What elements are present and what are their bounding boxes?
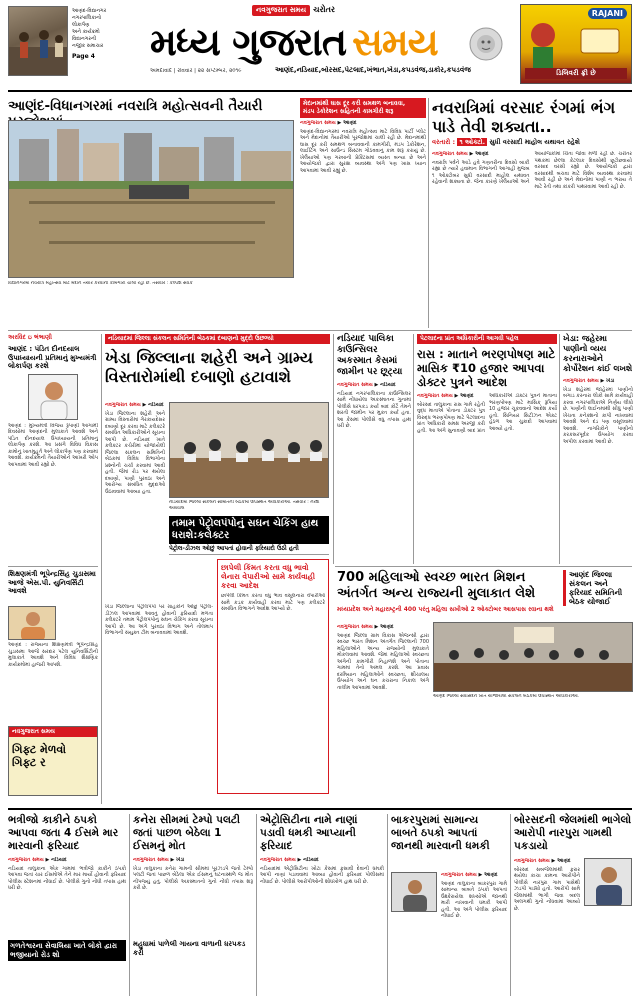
bottom-body: નડિયાદમાં એટ્રોસિટીના ખોટા કેસમાં ફસાવી દેવાની ધમકી આપી નાણાં પડાવવામાં આવ્યા હોવાની ફરિયાદ પોલીસમાં નોંધાઈ છે. પોલીસે આરોપીઓની શોધખોળ હાથ ધરી છે. (260, 865, 384, 885)
bottom-body-block (8, 857, 126, 937)
byline-source: નવગુજરાત સમય (337, 624, 373, 630)
byline-place: ખેડા (176, 857, 185, 863)
column-author: અરવિંદ ઇ ભંભાણી (8, 334, 52, 341)
bottom-headline: એટ્રોસિટીના નામે નાણાં પડાવી ધમકી આપ્યાની ફરિયાદ (260, 814, 358, 852)
item2-headline: શિક્ષણમંત્રી ભૂપેન્દ્રસિંહ ચુડાસમા આજે એસ.પી. યુનિવર્સિટી આવશે (8, 570, 96, 595)
brand-small-tag: ચરોતર (313, 5, 336, 14)
byline-place: આણંદ (380, 624, 394, 630)
teaser-text (72, 8, 134, 60)
byline-place: આણંદ (460, 393, 474, 399)
teaser-line: નગરપાલિકાનો (72, 15, 102, 21)
bottom-headline: બોરસદની જેલમાંથી ભાગેલો આરોપી નારપુરા ગામથી પકડાયો (514, 814, 632, 852)
kheda-kicker: નડિયાદમાં જિલ્લા સંકલન સમિતિની બેઠકમાં દબાણનો મુદ્દો ઉછળ્યો (105, 334, 330, 344)
col-rule (333, 334, 334, 564)
brand-small (252, 4, 335, 16)
kheda-sub-headline: તમામ પેટ્રોલપંપોનું સઘન ચેકિંગ હાથ ધરાશે:કલેક્ટર (169, 516, 329, 544)
rain-subhead (432, 138, 632, 147)
col-rule (413, 334, 414, 564)
byline-source: નવગુજરાત સમય (563, 378, 599, 384)
kheda-boxed (217, 559, 329, 794)
byline-source: નવગુજરાત સમય (417, 393, 453, 399)
kheda-subsection (169, 516, 329, 555)
col-rule (129, 814, 130, 996)
redbox-line: મેદાનમાંથી ઘાસ દૂર કરી સમથળ બનાવવા, (303, 100, 406, 107)
teaser-photo (8, 6, 68, 76)
kheda-caption: નડિયાદમાં જિલ્લા સંકલન સમિતિની બેઠકમાં ઉપસ્થિત અધિકારીઓ. તસવીર : નરેશ અગ્રવાલ (169, 500, 320, 511)
bottom-body: નડિયાદ તાલુકાના એક ગામમાં ભત્રીજો કાકીને ઠપકો આપવા જતાં ચાર ઈસમોએ તેને માર માર્યો હોવાની ફરિયાદ પોલીસ સ્ટેશનમાં નોંધાઈ છે. પોલીસે ગુનો નોંધી તપાસ હાથ ધરી છે. (8, 865, 126, 891)
jehrama-body-block (563, 378, 633, 548)
bottom-body: બોરસદ સબજેલમાંથી ફરાર થયેલા કાચા કામના આરોપીને પોલીસે નારપુરા ગામ પાસેથી ઝડપી પાડ્યો હતો. આરોપી સામે જેલમાંથી ભાગી જવા બદલ અલગથી ગુનો નોંધવામાં આવ્યો છે. (514, 866, 580, 912)
col-rule (510, 814, 511, 996)
kheda-body: ખેડા જિલ્લાના શહેરી અને ગ્રામ્ય વિસ્તારોમાં ગેરકાયદેસર દબાણો દૂર કરવા માટે કલેક્ટરે સંબંધિત અધિકારીઓને સૂચના આપી છે. નડિયાદ ખાતે કલેક્ટર કચેરીમાં યોજાયેલી જિલ્લા સંકલન સમિતિની બેઠકમાં વિવિધ વિભાગોના પ્રશ્નોની ચર્ચા કરવામાં આવી હતી. જેમાં રોડ પર થયેલા દબાણો, પાણી પુરવઠા અને આરોગ્ય સંબંધિત મુદ્દાઓ ઉઠાવવામાં આવ્યા હતા. (105, 410, 165, 495)
promo-box[interactable] (8, 726, 98, 796)
councillor-story (337, 334, 411, 564)
byline-place: આણંદ (557, 858, 571, 864)
byline-place: આણંદ (343, 120, 357, 126)
masthead-title (150, 18, 490, 66)
councillor-headline: નડિયાદ પાલિકા કાઉન્સિલર અકસ્માત કેસમાં જામીન પર છૂટ્યા (337, 334, 403, 377)
ad-brand: RAJANI (588, 8, 627, 19)
swachh-byline: નવગુજરાત સમય ▶ આણંદ (337, 624, 394, 630)
bottom-photo (391, 872, 437, 912)
rain-story (432, 98, 632, 328)
promo-brand: નવગુજરાત સમય (9, 727, 97, 737)
swachh-story (337, 570, 633, 804)
byline-place: આણંદ (484, 872, 498, 878)
item2-body: આણંદ : રાજ્યના શિક્ષણમંત્રી ભૂપેન્દ્રસિંહ ચુડાસમા આજે સરદાર પટેલ યુનિવર્સિટીની મુલાકાતે આવશે અને વિવિધ શૈક્ષણિક કાર્યક્રમોમાં હાજરી આપશે. (8, 642, 98, 668)
left-column (8, 334, 98, 804)
swachh-headline: 700 મહિલાઓ સ્વચ્છ ભારત મિશન અંતર્ગત અન્ય રાજ્યની મુલાકાત લેશે (337, 570, 536, 601)
byline-source: નવગુજરાત સમય (514, 858, 550, 864)
teaser-line: વિદ્યાનગરની (72, 36, 97, 42)
boxed-headline: છાપેલી કિંમત કરતા વધુ ભાવો લેનારા વેપારીઓ સામે કાર્યવાહી કરવા આદેશ (221, 563, 316, 590)
lead-byline: નવગુજરાત સમય ▶ આણંદ (300, 120, 357, 126)
col-rule (256, 814, 257, 996)
councillor-body-block (337, 382, 411, 542)
councillor-byline: નવગુજરાત સમય ▶ નડિયાદ (337, 382, 396, 388)
ras-body-block (417, 393, 557, 543)
lead-body: આણંદ-વિદ્યાનગરમાં નવરાત્રિ મહોત્સવ માટે વિવિધ પાર્ટી પ્લોટ અને મેદાનોમાં તૈયારીઓ પૂરજોશમાં ચાલી રહી છે. મેદાનમાંથી ઘાસ દૂર કરી સમથળ બનાવવાની કામગીરી, મંડપ ડેકોરેશન, લાઈટિંગ અને સાઉન્ડ સિસ્ટમ ગોઠવવાનું કામ શરૂ કરાયું છે. ખેલૈયાઓ પણ ગરબાની પ્રેક્ટિસમાં વ્યસ્ત બન્યા છે અને આયોજકો દ્વારા સુરક્ષા વ્યવસ્થા અંગે પણ ખાસ ધ્યાન આપવામાં આવી રહ્યું છે. (300, 128, 426, 174)
byline-source: નવગુજરાત સમય (133, 857, 169, 863)
ras-story (417, 334, 557, 564)
swachh-side-headline: આણંદ જિલ્લા સંકલન અને ફરિયાદ સમિતિની બેઠક યોજાઈ (569, 570, 623, 606)
byline-source: નવગુજરાત સમય (441, 872, 477, 878)
ras-body: બોરસદ તાલુકાના રાસ ગામે રહેતી વૃદ્ધ માતાએ પોતાના ડોક્ટર પુત્ર વિરુદ્ધ ભરણપોષણ માટે પેટલાદના પ્રાંત અધિકારી સમક્ષ અરજી કરી હતી. આ અંગે સુનાવણી બાદ પ્રાંત અધિકારીએ ડોક્ટર પુત્રને માતાના ભરણપોષણ માટે માસિક રૂપિયા 10 હજાર ચૂકવવાનો આદેશ કર્યો હતો. સિનિયર સિટીઝન એક્ટ હેઠળ આ ચુકાદો આપવામાં આવ્યો હતો. (417, 393, 557, 434)
ras-kicker: પેટલાદના પ્રાંત અધિકારીની આગવી પહેલ (417, 334, 557, 344)
bottom-headline: બાકરપુરામાં સામાન્ય બાબતે ઠપકો આપતાં જાનથી મારવાની ધમકી (391, 814, 490, 852)
item1-body: આણંદ : મુખ્યમંત્રી વિજય રૂપાણી આગામી દિવસોમાં આણંદની મુલાકાતે આવશે અને પંડિત દીનદયાલ ઉપાધ્યાયની પ્રતિમાનું લોકાર્પણ કરશે. આ પ્રસંગે વિવિધ વિકાસ કામોનું ખાતમુહૂર્ત અને લોકાર્પણ પણ કરવામાં આવશે. કાર્યક્રમની તૈયારીઓને આખરી ઓપ આપવામાં આવી રહ્યો છે. (8, 422, 98, 468)
portrait-illustration (392, 873, 437, 912)
bottom-body: આણંદ તાલુકાના બાકરપુરા ગામે સામાન્ય બાબતે ઠપકો આપતાં ઉશ્કેરાયેલા શખ્સોએ જાનથી મારી નાખવાની ધમકી આપી હતી. આ અંગે પોલીસ ફરિયાદ નોંધાઈ છે. (441, 880, 507, 919)
bottom-headline: ભત્રીજો કાકીને ઠપકો આપવા જતા 4 ઈસમે માર મારવાની ફરિયાદ (8, 814, 119, 852)
teaser-line: લોકાર્પણ (72, 22, 90, 28)
bottom-body-block (514, 858, 580, 992)
col-rule (101, 334, 102, 804)
bottom-body: ખેડા તાલુકાના કનેરા ગામની સીમમાં પૂરઝડપે જતો ટેમ્પો પલટી જતાં પાછળ બેઠેલા એક ઈસમનું ઘટનાસ્થળે જ મોત નીપજ્યું હતું. પોલીસે અકસ્માતનો ગુનો નોંધી તપાસ શરૂ કરી છે. (133, 865, 253, 891)
boxed-body: છાપેલી કિંમત કરતા વધુ ભાવ વસૂલનારા વેપારીઓ સામે કડક કાર્યવાહી કરવા માટે પણ કલેક્ટરે સંબંધિત વિભાગને આદેશ આપ્યો છે. (221, 593, 325, 612)
byline-place: નડિયાદ (51, 857, 67, 863)
lead-photo (8, 120, 294, 278)
bottom-story-5 (514, 814, 633, 996)
byline-source: નવગુજરાત સમય (105, 402, 141, 408)
bottom-byline: નવગુજરાત સમય ▶ ખેડા (133, 857, 185, 863)
title-main: મધ્ય ગુજરાત (150, 19, 347, 64)
teaser-line: નજીક સમાચાર (72, 43, 104, 49)
byline-place: ખેડા (606, 378, 615, 384)
bottom-story-2 (133, 814, 253, 996)
item2-photo (8, 606, 56, 640)
swachh-body-block (337, 624, 429, 799)
masthead (0, 0, 640, 92)
rain-body-block (432, 151, 632, 306)
rain-byline: નવગુજરાત સમય ▶ આણંદ (432, 151, 489, 157)
kheda-headline: ખેડા જિલ્લાના શહેરી અને ગ્રામ્ય વિસ્તારોમાંથી દબાણો હટાવાશે (105, 348, 314, 386)
byline-place: નડિયાદ (380, 382, 396, 388)
teaser-line: આણંદ-વિદ્યાનગર (72, 8, 107, 14)
ground-illustration (9, 121, 294, 278)
masthead-rule (8, 90, 632, 92)
byline-source: નવગુજરાત સમય (337, 382, 373, 388)
conference-illustration (434, 623, 633, 692)
bottom-body-block (260, 857, 384, 992)
region-line: આણંદ,નડિયાદ,બોરસદ,પેટલાદ,ખંભાત,ખેડા,કપડવંજ,ડાકોર,કપડવંજ (275, 66, 471, 74)
rain-sub-rest: સુધી વરસાદી માહોલ યથાવત રહેશે (489, 138, 580, 146)
item1-headline: આણંદ : પંડિત દીનદયાલ ઉપાધ્યાયની પ્રતિમાનું મુખ્યમંત્રી લોકાર્પણ કરશે (8, 345, 97, 370)
bottom-body-block (133, 857, 253, 937)
ras-headline: રાસ : માતાને ભરણપોષણ માટે માસિક ₹10 હજાર આપવા ડોક્ટર પુત્રને આદેશ (417, 347, 556, 389)
lion-emblem-icon (468, 22, 504, 66)
lead-story (8, 98, 426, 328)
title-accent: સમય (352, 19, 438, 64)
brand-small-name: નવગુજરાત સમય (252, 5, 310, 16)
bottom-rule (8, 808, 632, 810)
byline-source: નવગુજરાત સમય (260, 857, 296, 863)
rajani-ad[interactable] (520, 4, 632, 84)
portrait-illustration (29, 375, 78, 420)
bottom-byline: નવગુજરાત સમય ▶ આણંદ (441, 872, 498, 878)
meeting-illustration (170, 403, 329, 498)
ras-byline: નવગુજરાત સમય ▶ આણંદ (417, 393, 474, 399)
swachh-caption: આણંદ જિલ્લા સેવાસદન ખાતે યોજાયેલી સંકલન બેઠકમાં ઉપસ્થિત અધિકારીઓ. (433, 694, 580, 699)
byline-source: નવગુજરાત સમય (432, 151, 468, 157)
section-rule (335, 566, 632, 567)
rain-sub-label: વરતારો : (432, 138, 456, 146)
swachh-kicker: મધ્યપ્રદેશ અને મહારાષ્ટ્રની 400 પરંતુ મહિલા સખીઓ 2 ઓક્ટોબર આસપાસ રવાના થશે (337, 606, 554, 613)
bottom-story-3 (260, 814, 384, 996)
byline-place: નડિયાદ (303, 857, 319, 863)
bottom-photo (584, 858, 632, 906)
lead-body-block (300, 120, 426, 320)
redbox-line: મંડપ ડેકોરેશન સહિતની કામગીરી શરૂ (303, 108, 394, 115)
kheda-photo (169, 402, 329, 498)
item1-photo (28, 374, 78, 420)
crowd-illustration (9, 7, 68, 76)
jehrama-body: ખેડા શહેરમાં જાહેરમાં પાણીનો બગાડ કરનારા લોકો સામે કાર્યવાહી કરવા નગરપાલિકાએ નિર્ણય લીધો છે. પાણીની લાઈનમાંથી સીધું પાણી ખેંચતા કનેક્શનો કાપી નાખવામાં આવશે અને દંડ પણ વસૂલવામાં આવશે. નાગરિકોને પાણીનો કરકસરપૂર્વક ઉપયોગ કરવા અપીલ કરવામાં આવી છે. (563, 386, 633, 445)
kheda-sub-kicker: પેટ્રોલ-ડીઝલ ઓછું આપતાં હોવાની ફરિયાદો ઉઠી હતી (169, 544, 329, 555)
swachh-body: આણંદ જિલ્લા ગ્રામ વિકાસ એજન્સી દ્વારા સ્વચ્છ ભારત મિશન અંતર્ગત જિલ્લાની 700 મહિલાઓને અન્ય રાજ્યોની મુલાકાતે મોકલવામાં આવશે. જેમાં મહિલાઓ સ્વચ્છતા અંગેની કામગીરી નિહાળશે અને પોતાના ગામમાં તેનો અમલ કરશે. આ પ્રવાસ દરમિયાન મહિલાઓને સ્વચ્છતા, શૌચાલય ઉપયોગ અને ઘન કચરાના નિકાલ અંગે તાલીમ આપવામાં આવશે. (337, 632, 429, 691)
kheda-byline: નવગુજરાત સમય ▶ નડિયાદ (105, 402, 164, 408)
bottom-body-block (441, 872, 507, 992)
col-rule (559, 334, 560, 564)
section-rule (8, 330, 632, 331)
kheda-body-block (105, 402, 165, 602)
jehrama-headline: ખેડા: જહેરમા પાણીનો વ્યય કરનારાઓને કોર્પોરેશન કાંઈ લખશે (563, 334, 633, 373)
col-rule (387, 814, 388, 996)
bottom-subhead: ગળતેશ્વરના સેવાલિયા ખાતે લોકો દ્વારા ભજીયાનો રોડ શો (8, 940, 126, 961)
bottom-byline: નવગુજરાત સમય ▶ આણંદ (514, 858, 571, 864)
bottom-byline: નવગુજરાત સમય ▶ નડિયાદ (8, 857, 67, 863)
byline-source: નવગુજરાત સમય (300, 120, 336, 126)
bottom-story-4 (391, 814, 507, 996)
bottom-byline: નવગુજરાત સમય ▶ નડિયાદ (260, 857, 319, 863)
bottom-headline: કનેરા સીમમાં ટેમ્પો પલટી જતાં પાછળ બેઠેલા 1 ઈસમનું મોત (133, 814, 241, 852)
byline-place: આણંદ (475, 151, 489, 157)
swachh-photo (433, 622, 633, 692)
portrait-illustration (9, 607, 56, 640)
jehrama-story (563, 334, 633, 564)
col-rule (428, 98, 429, 328)
lead-caption: વિદ્યાનગરમાં નવરાત્રિ મહોત્સવ માટે મેદાન તૈયાર કરવાની કામગીરી ચાલી રહી છે. તસવીર : કલ્પેશ સેવક (8, 281, 193, 286)
bottom-story-1 (8, 814, 126, 996)
rain-sub-highlight: ૧ ઓક્ટો. (459, 138, 486, 146)
portrait-illustration (585, 859, 632, 906)
rain-headline: નવરાત્રિમાં વરસાદ રંગમાં ભંગ પાડે તેવી શક્યતા.. (432, 98, 616, 136)
councillor-body: નડિયાદ નગરપાલિકાના કાઉન્સિલર સામે નોંધાયેલા અકસ્માતના ગુનામાં પોલીસે ધરપકડ કર્યા બાદ કોર્ટે તેમને શરતી જામીન પર મુક્ત કર્યા હતા. આ કેસમાં પોલીસે વધુ તપાસ હાથ ધરી છે. (337, 390, 411, 429)
date-line: અમદાવાદ | રવિવાર | ૨૨ સપ્ટેમ્બર, ૨૦૧૯ (150, 68, 242, 74)
lead-redbox (300, 98, 426, 118)
rain-body: નવરાત્રિ પર્વને આડે હવે ગણતરીના દિવસો બાકી રહ્યા છે ત્યારે હવામાન વિભાગની આગાહી મુજબ ૧ ઓક્ટોબર સુધી વરસાદી માહોલ યથાવત રહેવાની શક્યતા છે. જેના કારણે ખેલૈયાઓ અને આયોજકોમાં ચિંતા જોવા મળી રહી છે. ચરોતર પંથકમાં છેલ્લા કેટલાક દિવસોથી છૂટોછવાયો વરસાદ વરસી રહ્યો છે. આયોજકો દ્વારા વરસાદથી બચવા માટે વિશેષ વ્યવસ્થા કરવામાં આવી રહી છે અને મેદાનોમાં પાણી ન ભરાય તે માટે રેતી તથા કાંકરી પાથરવામાં આવી રહી છે. (432, 151, 632, 190)
jehrama-byline: નવગુજરાત સમય ▶ ખેડા (563, 378, 615, 384)
promo-text: ગિફ્ટ મેળવો ગિફ્ટ ર (12, 743, 67, 769)
kheda-story (105, 334, 330, 804)
swachh-side (563, 570, 633, 606)
byline-source: નવગુજરાત સમય (8, 857, 44, 863)
ad-text: ડિલિવરી ફ્રી છે (525, 68, 627, 79)
teaser-line: અને કાર્યક્રમો (72, 29, 100, 35)
lead-headline: આણંદ-વિધાનગરમાં નવરાત્રિ મહોત્સવની તૈયારી (8, 98, 263, 114)
page-label: Page 4 (72, 53, 95, 60)
byline-place: નડિયાદ (148, 402, 164, 408)
bottom-subhead: મહુધામાં પાળેલી ગાયના વાળાની ધરપકડ કરી (133, 940, 246, 957)
left-rule (8, 566, 98, 567)
kheda-sub-body: ખેડા જિલ્લાના પેટ્રોલપંપો પર ગ્રાહકોને ઓછું પેટ્રોલ-ડીઝલ આપવામાં આવતું હોવાની ફરિયાદો મળતા કલેક્ટરે તમામ પેટ્રોલપંપોનું સઘન ચેકિંગ કરવા સૂચના આપી છે. આ અંગે પુરવઠા વિભાગ અને તોલમાપ વિભાગની સંયુક્ત ટીમ બનાવવામાં આવશે. (105, 604, 213, 636)
